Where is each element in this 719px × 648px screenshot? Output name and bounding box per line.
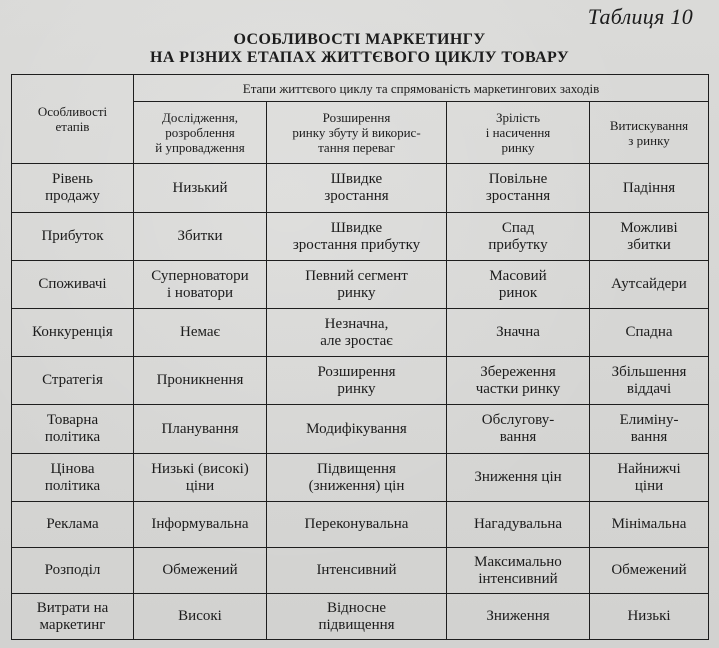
stage-value-cell (590, 261, 709, 309)
stage-value-cell (590, 405, 709, 454)
feature-label: Прибуток (41, 228, 104, 244)
stage-value-text: Збільшення віддачі (611, 363, 687, 397)
stage-value-text: Максимально інтенсивний (474, 553, 562, 587)
stage-value-cell (447, 213, 590, 261)
stage-value-text: Суперноватори і новатори (151, 267, 249, 301)
feature-label: Споживачі (38, 276, 107, 292)
table-number: Таблиця 10 (587, 4, 693, 29)
feature-cell (12, 309, 134, 357)
feature-cell (12, 594, 134, 640)
feature-label: Розподіл (44, 562, 101, 578)
table-row (12, 164, 709, 213)
stage-value-text: Інтенсивний (316, 562, 397, 578)
stage-value-text: Елиміну- вання (619, 412, 679, 445)
feature-label: Конкуренція (32, 324, 113, 340)
stage-value-cell (267, 309, 447, 357)
feature-label: Стратегія (42, 372, 103, 388)
feature-cell (12, 548, 134, 594)
stage-value-text: Певний сегмент ринку (305, 267, 408, 301)
stage-value-text: Падіння (622, 179, 676, 196)
stage-value-cell (134, 309, 267, 357)
stage-value-text: Планування (161, 420, 239, 437)
stage-value-text: Швидке зростання прибутку (292, 219, 421, 253)
stage-value-text: Зниження (486, 608, 550, 624)
stage-value-cell (267, 261, 447, 309)
stage-value-text: Інформувальна (151, 516, 249, 532)
table-row (12, 454, 709, 502)
feature-label: Витрати на маркетинг (36, 599, 109, 633)
table-row (12, 405, 709, 454)
stage-value-cell (267, 502, 447, 548)
stage-value-text: Значна (496, 324, 540, 340)
stage-value-text: Масовий ринок (489, 267, 547, 301)
stage-header-text: Зрілість і насичення ринку (485, 110, 551, 155)
table-row (12, 309, 709, 357)
stage-value-cell (267, 213, 447, 261)
stage-value-text: Розширення ринку (317, 363, 396, 397)
stage-value-cell (134, 548, 267, 594)
stage-value-text: Швидке зростання (324, 171, 389, 204)
stage-value-cell (590, 309, 709, 357)
stage-value-text: Спадна (625, 324, 673, 340)
stage-value-cell (447, 309, 590, 357)
stage-value-cell (134, 213, 267, 261)
stage-value-cell (447, 548, 590, 594)
feature-cell (12, 454, 134, 502)
stage-value-text: Немає (180, 324, 220, 340)
stage-value-cell (134, 502, 267, 548)
stage-value-cell (134, 164, 267, 213)
stage-value-text: Переконувальна (304, 516, 409, 532)
stage-value-cell (447, 164, 590, 213)
feature-cell (12, 261, 134, 309)
stage-value-text: Мінімальна (611, 516, 687, 532)
stage-value-text: Нагадувальна (473, 516, 563, 532)
stage-value-cell (134, 261, 267, 309)
stage-header-cell (590, 102, 709, 164)
feature-cell (12, 357, 134, 405)
feature-label: Реклама (46, 516, 99, 532)
stage-value-cell (267, 454, 447, 502)
stage-value-text: Проникнення (156, 372, 244, 388)
stage-header-cell (447, 102, 590, 164)
stage-value-cell (447, 357, 590, 405)
stage-value-text: Обмежений (611, 562, 687, 578)
stage-header-text: Дослідження, розроблення й упровадження (155, 110, 245, 155)
stage-value-text: Найнижчі ціни (617, 460, 681, 494)
corner-header-cell (12, 75, 134, 164)
stage-value-cell (447, 594, 590, 640)
stage-value-cell (590, 594, 709, 640)
table-row (12, 502, 709, 548)
stage-value-cell (267, 594, 447, 640)
stage-value-cell (134, 405, 267, 454)
stage-value-text: Повільне зростання (485, 171, 551, 204)
stage-value-cell (134, 594, 267, 640)
stage-value-text: Збереження частки ринку (475, 363, 561, 397)
stage-value-cell (267, 405, 447, 454)
group-header-text: Етапи життєвого циклу та спрямованість маркетингових заходів (242, 80, 600, 96)
stage-value-text: Можливі збитки (620, 219, 678, 253)
feature-cell (12, 502, 134, 548)
feature-cell (12, 405, 134, 454)
stage-value-text: Спад прибутку (488, 219, 548, 253)
stage-header-text: Витискування з ринку (609, 117, 689, 148)
stage-value-text: Низькі (високі) ціни (151, 460, 249, 494)
corner-header-text: Особливості етапів (37, 104, 108, 134)
stage-value-text: Незначна, але зростає (320, 315, 393, 349)
stage-value-cell (267, 548, 447, 594)
stage-value-cell (134, 454, 267, 502)
table-row (12, 594, 709, 640)
table-row (12, 261, 709, 309)
stage-header-text: Розширення ринку збуту й викорис- тання переваг (292, 110, 421, 155)
stage-value-cell (447, 405, 590, 454)
table-header-row-1 (12, 75, 709, 102)
table-title-line-2: НА РІЗНИХ ЕТАПАХ ЖИТТЄВОГО ЦИКЛУ ТОВАРУ (150, 49, 569, 66)
stage-value-cell (447, 502, 590, 548)
stage-value-text: Модифікування (306, 420, 407, 437)
table-row (12, 548, 709, 594)
table-row (12, 213, 709, 261)
stage-value-cell (590, 213, 709, 261)
feature-label: Рівень продажу (45, 171, 100, 204)
stage-value-text: Підвищення (зниження) цін (308, 460, 405, 494)
stage-value-text: Обслугову- вання (481, 412, 555, 445)
stage-value-text: Низькі (627, 608, 671, 624)
stage-value-cell (134, 357, 267, 405)
stage-value-cell (267, 357, 447, 405)
stage-header-cell (267, 102, 447, 164)
stage-value-cell (447, 261, 590, 309)
stage-value-cell (590, 164, 709, 213)
group-header-cell (134, 75, 709, 102)
stage-value-cell (447, 454, 590, 502)
stage-value-text: Обмежений (162, 562, 238, 578)
marketing-lifecycle-table (11, 74, 709, 640)
stage-value-cell (590, 454, 709, 502)
stage-value-text: Високі (178, 608, 222, 624)
stage-value-text: Збитки (177, 228, 223, 244)
stage-value-cell (267, 164, 447, 213)
table-title-line-1: ОСОБЛИВОСТІ МАРКЕТИНГУ (233, 31, 486, 48)
feature-cell (12, 164, 134, 213)
stage-value-cell (590, 357, 709, 405)
stage-value-text: Аутсайдери (611, 276, 687, 292)
stage-value-cell (590, 502, 709, 548)
stage-value-text: Низький (172, 179, 228, 196)
feature-cell (12, 213, 134, 261)
stage-header-cell (134, 102, 267, 164)
stage-value-cell (590, 548, 709, 594)
stage-value-text: Зниження цін (474, 469, 562, 485)
stage-value-text: Відносне підвищення (318, 599, 395, 633)
feature-label: Цінова політика (44, 460, 101, 494)
feature-label: Товарна політика (44, 412, 101, 445)
table-row (12, 357, 709, 405)
